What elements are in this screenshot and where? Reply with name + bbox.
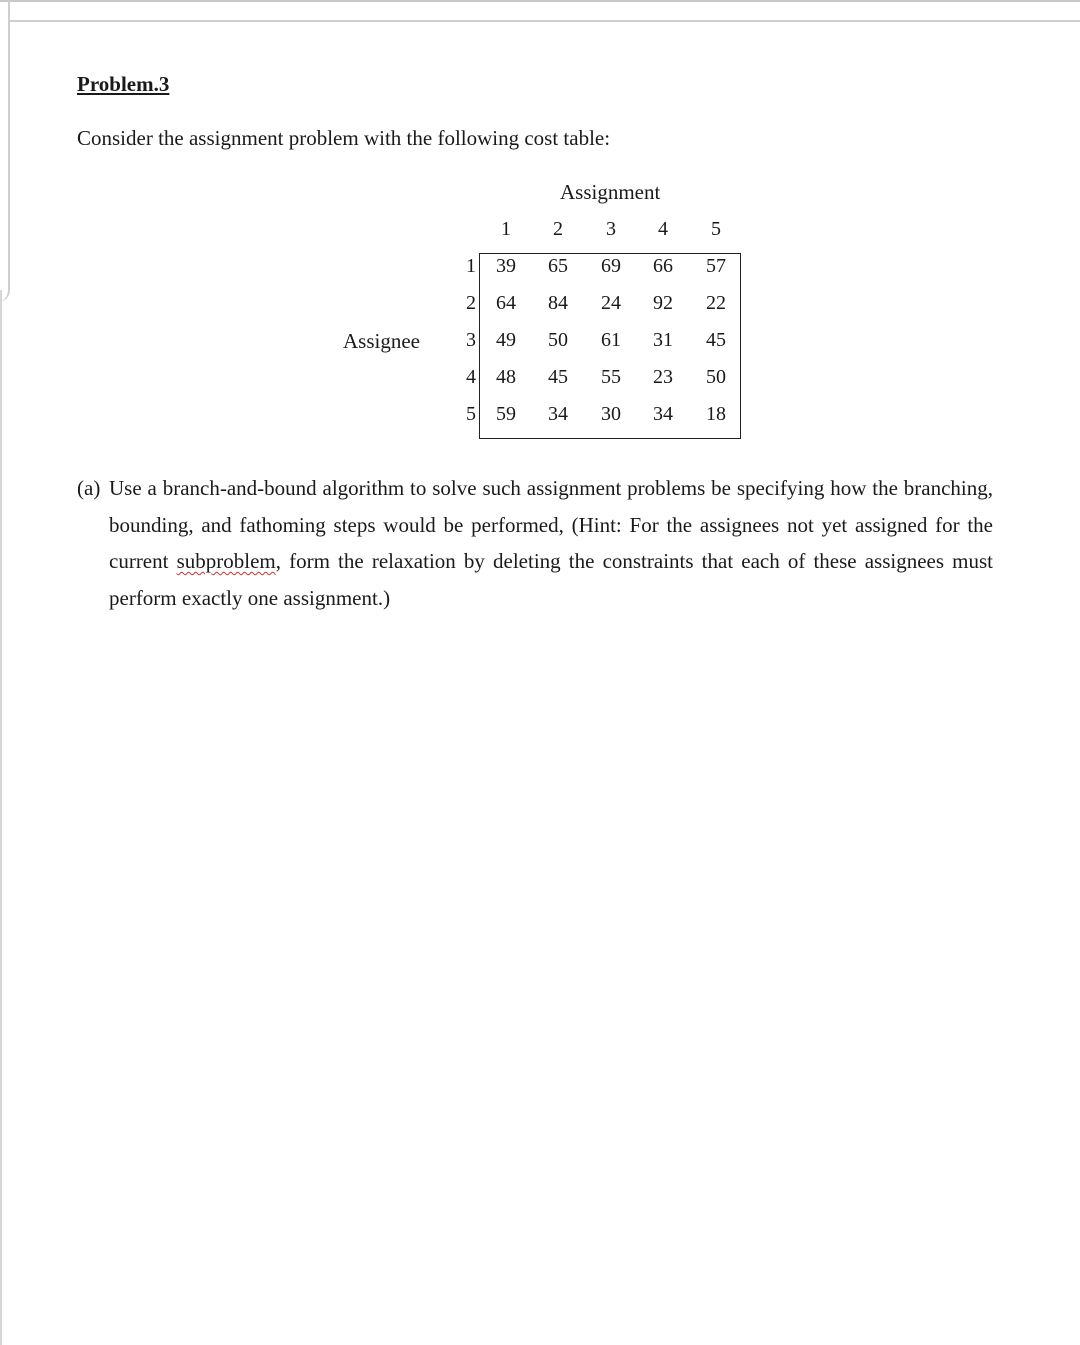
cost-cell: 24 bbox=[601, 292, 621, 314]
cost-cell: 92 bbox=[653, 292, 673, 314]
cost-cell: 30 bbox=[601, 403, 621, 425]
cost-cell: 55 bbox=[601, 366, 621, 388]
cost-cell: 23 bbox=[653, 366, 673, 388]
row-label: 2 bbox=[466, 292, 476, 314]
cost-cell: 65 bbox=[548, 255, 568, 277]
page-left-edge bbox=[0, 290, 2, 1345]
question-label: (a) bbox=[77, 476, 101, 500]
cost-cell: 34 bbox=[548, 403, 568, 425]
assignee-row-header: Assignee bbox=[343, 329, 420, 353]
spellcheck-flagged-word[interactable]: subproblem bbox=[176, 549, 276, 573]
cost-cell: 57 bbox=[706, 255, 726, 277]
column-label: 4 bbox=[658, 218, 668, 240]
cost-cell: 18 bbox=[706, 403, 726, 425]
problem-title: Problem.3 bbox=[77, 72, 170, 96]
row-label: 3 bbox=[466, 329, 476, 351]
cost-cell: 69 bbox=[601, 255, 621, 277]
cost-cell: 48 bbox=[496, 366, 516, 388]
assignment-column-header: Assignment bbox=[560, 180, 661, 204]
cost-cell: 66 bbox=[653, 255, 673, 277]
column-label: 1 bbox=[501, 218, 511, 240]
row-label: 5 bbox=[466, 403, 476, 425]
problem-intro: Consider the assignment problem with the following cost table: bbox=[77, 126, 611, 150]
cost-cell: 49 bbox=[496, 329, 516, 351]
row-label: 4 bbox=[466, 366, 476, 388]
cost-cell: 34 bbox=[653, 403, 673, 425]
page-left-margin-curve bbox=[0, 20, 10, 302]
column-label: 2 bbox=[553, 218, 563, 240]
cost-cell: 84 bbox=[548, 292, 568, 314]
cost-cell: 64 bbox=[496, 292, 516, 314]
question-text-before: Use a branch-and-bound algorithm to solve such assignment problems be specifying how the branching, bounding, and fathoming steps would be performed, (Hint: For the assignees not yet assigned for the current bbox=[109, 476, 993, 573]
cost-cell: 50 bbox=[706, 366, 726, 388]
column-label: 5 bbox=[711, 218, 721, 240]
cost-cell: 45 bbox=[706, 329, 726, 351]
cost-cell: 50 bbox=[548, 329, 568, 351]
cost-cell: 22 bbox=[706, 292, 726, 314]
cost-cell: 59 bbox=[496, 403, 516, 425]
column-label: 3 bbox=[606, 218, 616, 240]
cost-cell: 61 bbox=[601, 329, 621, 351]
cost-cell: 39 bbox=[496, 255, 516, 277]
cost-cell: 31 bbox=[653, 329, 673, 351]
cost-cell: 45 bbox=[548, 366, 568, 388]
page-margin-frame bbox=[8, 0, 1080, 22]
row-label: 1 bbox=[466, 255, 476, 277]
question-a bbox=[77, 470, 993, 616]
question-text-after: , form the relaxation by deleting the constraints that each of these assignees must perform exactly one assignment.) bbox=[109, 549, 994, 610]
question-body bbox=[109, 470, 993, 616]
